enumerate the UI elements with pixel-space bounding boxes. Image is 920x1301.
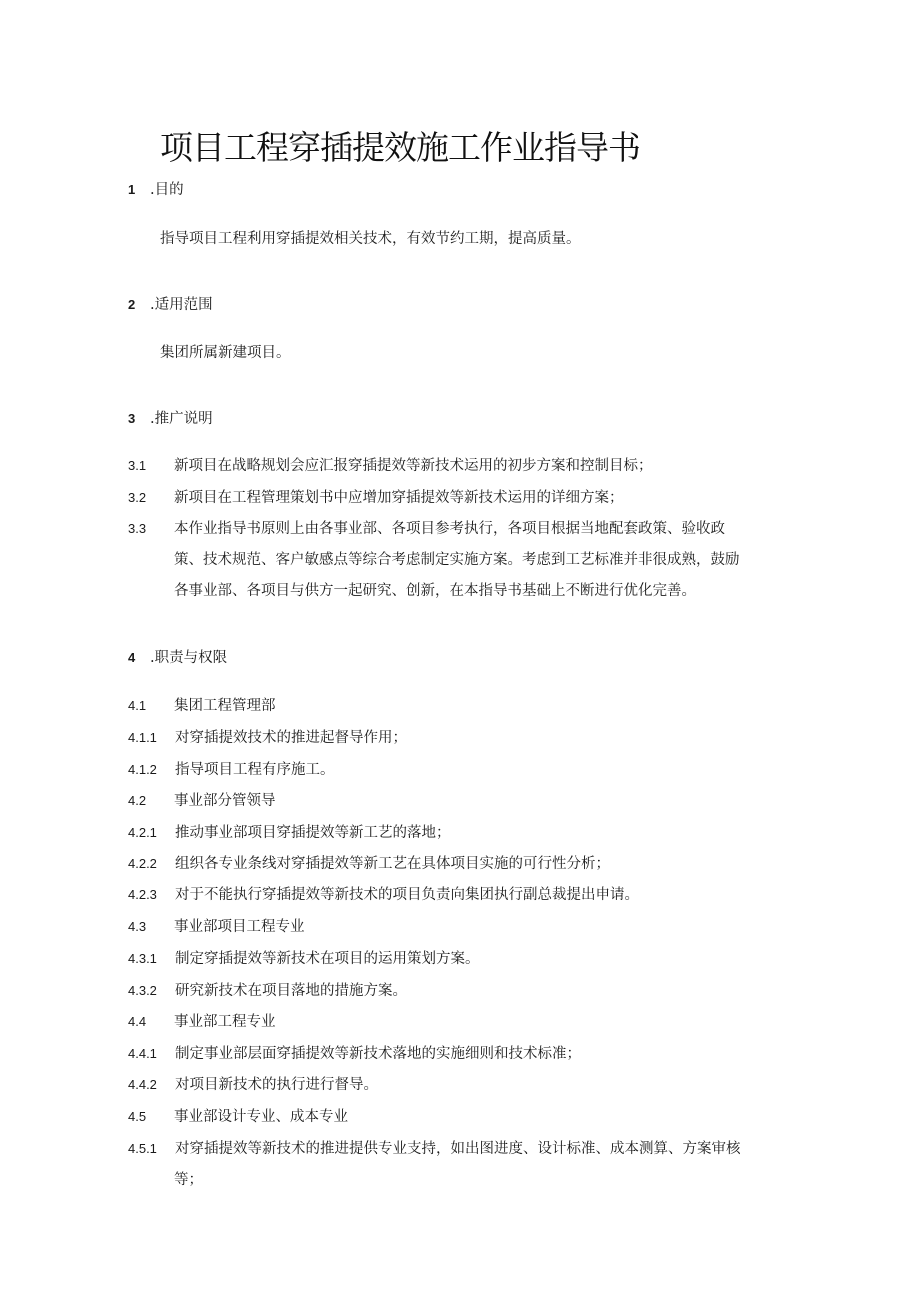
item-number: 4.3 (128, 919, 147, 934)
item-number: 3.1 (128, 458, 147, 473)
item-number: 4.4 (128, 1014, 147, 1029)
item-text: 事业部分管领导 (174, 793, 276, 809)
section-3-number: 3 (128, 411, 136, 426)
item-text: 组织各专业条线对穿插提效等新工艺在具体项目实施的可行性分析； (175, 856, 610, 872)
section-3-heading: .推广说明 (150, 411, 213, 427)
item-text: 制定穿插提效等新技术在项目的运用策划方案。 (175, 951, 480, 967)
section-2-number: 2 (128, 297, 136, 312)
item-number: 4.4.1 (128, 1046, 157, 1061)
item-text: 对于不能执行穿插提效等新技术的项目负责向集团执行副总裁提出申请。 (175, 887, 639, 903)
item-number: 4.2.2 (128, 856, 157, 871)
item-number: 4.3.2 (128, 983, 157, 998)
item-text: 对穿插提效技术的推进起督导作用； (175, 730, 407, 746)
item-text: 对项目新技术的执行进行督导。 (175, 1077, 378, 1093)
section-1-body: 指导项目工程利用穿插提效相关技术，有效节约工期，提高质量。 (160, 231, 581, 247)
document-title: 项目工程穿插提效施工作业指导书 (160, 128, 640, 167)
item-text: 新项目在工程管理策划书中应增加穿插提效等新技术运用的详细方案； (174, 490, 624, 506)
item-text: 对穿插提效等新技术的推进提供专业支持，如出图进度、设计标准、成本测算、方案审核 (175, 1141, 741, 1157)
item-text-continued: 等； (174, 1172, 203, 1188)
item-number: 4.5.1 (128, 1141, 157, 1156)
item-text: 新项目在战略规划会应汇报穿插提效等新技术运用的初步方案和控制目标； (174, 458, 653, 474)
section-4-heading: .职责与权限 (150, 650, 228, 666)
item-number: 4.4.2 (128, 1077, 157, 1092)
item-number: 3.3 (128, 521, 147, 536)
section-1-heading: .目的 (150, 182, 184, 198)
item-text: 事业部项目工程专业 (174, 919, 305, 935)
item-number: 4.1.1 (128, 730, 157, 745)
item-text: 事业部工程专业 (174, 1014, 276, 1030)
item-number: 4.2.3 (128, 887, 157, 902)
item-number: 4.2 (128, 793, 147, 808)
item-number: 4.1 (128, 698, 147, 713)
item-number: 3.2 (128, 490, 147, 505)
item-number: 4.1.2 (128, 762, 157, 777)
section-2-body: 集团所属新建项目。 (160, 345, 291, 361)
item-text-continued: 各事业部、各项目与供方一起研究、创新，在本指导书基础上不断进行优化完善。 (174, 583, 696, 599)
item-text: 集团工程管理部 (174, 698, 276, 714)
item-number: 4.2.1 (128, 825, 157, 840)
item-text: 推动事业部项目穿插提效等新工艺的落地； (175, 825, 451, 841)
item-number: 4.3.1 (128, 951, 157, 966)
item-text: 本作业指导书原则上由各事业部、各项目参考执行，各项目根据当地配套政策、验收政 (174, 521, 725, 537)
item-number: 4.5 (128, 1109, 147, 1124)
item-text-continued: 策、技术规范、客户敏感点等综合考虑制定实施方案。考虑到工艺标准并非很成熟，鼓励 (174, 552, 740, 568)
section-2-heading: .适用范围 (150, 297, 213, 313)
section-4-number: 4 (128, 650, 136, 665)
item-text: 事业部设计专业、成本专业 (174, 1109, 348, 1125)
item-text: 制定事业部层面穿插提效等新技术落地的实施细则和技术标准； (175, 1046, 581, 1062)
item-text: 研究新技术在项目落地的措施方案。 (175, 983, 407, 999)
item-text: 指导项目工程有序施工。 (175, 762, 335, 778)
section-1-number: 1 (128, 182, 136, 197)
